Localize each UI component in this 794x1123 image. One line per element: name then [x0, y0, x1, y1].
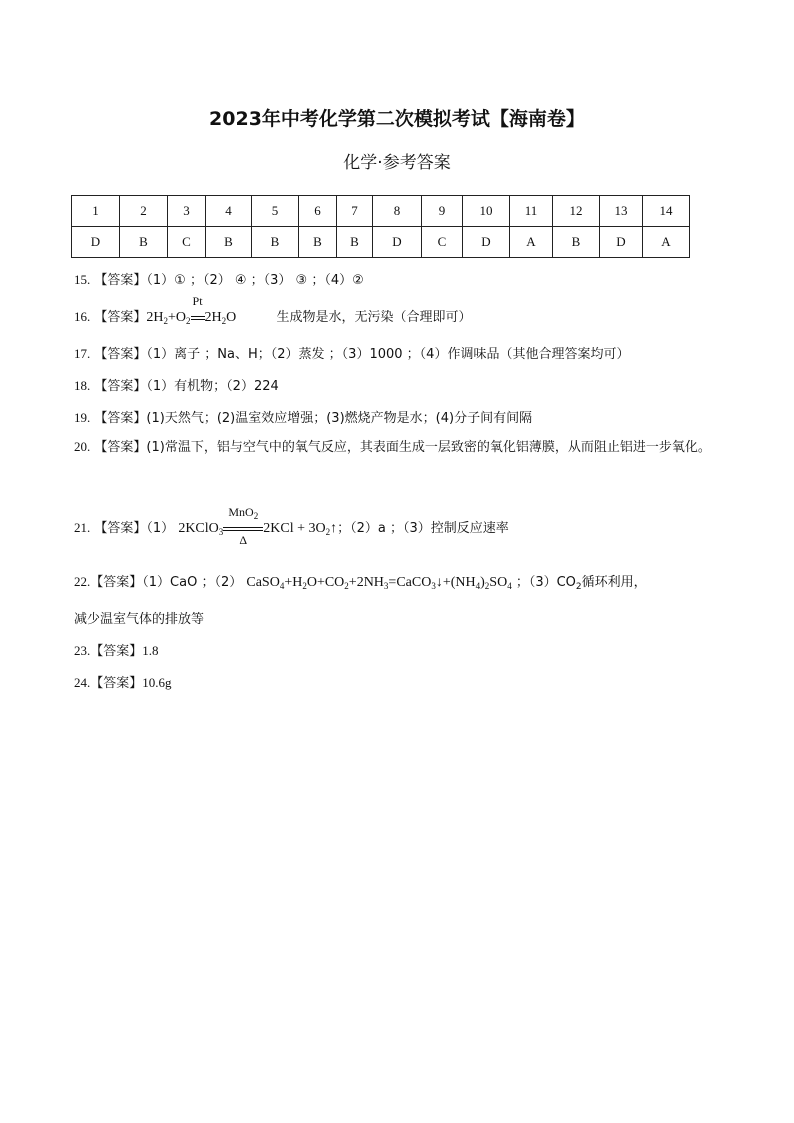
answer-16 — [74, 294, 472, 326]
table-cell: C — [168, 227, 206, 258]
table-cell: 11 — [510, 196, 553, 227]
answer-text: （1）CaO ；（2） — [142, 575, 247, 590]
table-cell: D — [463, 227, 510, 258]
answer-22-continued — [74, 608, 204, 627]
table-cell: 7 — [337, 196, 373, 227]
table-cell: B — [337, 227, 373, 258]
table-cell: 1 — [72, 196, 120, 227]
table-cell: B — [299, 227, 337, 258]
table-cell: 4 — [206, 196, 252, 227]
table-cell: 2 — [120, 196, 168, 227]
table-cell: 12 — [553, 196, 600, 227]
table-cell: D — [72, 227, 120, 258]
answer-20 — [74, 432, 724, 463]
answer-text: （1）有机物；（2）224 — [146, 379, 279, 394]
answer-text: （1） — [146, 521, 179, 536]
table-cell: B — [553, 227, 600, 258]
table-cell: 14 — [643, 196, 690, 227]
table-cell: D — [373, 227, 422, 258]
chemical-equation: $CaSO_4+H_2O+CO_2+2NH_3=CaCO_3↓+(NH_4)_2SO_4$ — [246, 575, 512, 591]
question-number-row — [72, 196, 690, 227]
answer-text: 减少温室气体的排放等 — [74, 612, 205, 627]
answer-tag: 【答案】 — [94, 310, 147, 325]
question-number: 16. — [74, 309, 91, 324]
table-cell: B — [252, 227, 299, 258]
table-cell: 3 — [168, 196, 206, 227]
answer-text: （1）离子 ；Na、H；（2）蒸发 ；（3）1000 ；（4）作调味品（其他合理答案均可） — [146, 347, 630, 362]
heating-symbol: Δ — [239, 533, 248, 547]
answer-text: ；（2）a ；（3）控制反应速率 — [337, 521, 509, 536]
answer-text: （1）① ；（2） ④ ；（3） ③ ；（4）② — [146, 273, 364, 288]
answer-tag: 【答案】 — [94, 411, 147, 426]
answer-table — [71, 195, 690, 258]
table-cell: B — [120, 227, 168, 258]
table-cell: 6 — [299, 196, 337, 227]
answer-tag: 【答案】 — [94, 379, 147, 394]
answer-tag: 【答案】 — [94, 347, 147, 362]
page-title: 2023年中考化学第二次模拟考试【海南卷】 — [209, 108, 585, 130]
question-number: 22. — [74, 574, 91, 589]
table-cell: 8 — [373, 196, 422, 227]
answer-letter-row — [72, 227, 690, 258]
answer-tag: 【答案】 — [90, 575, 143, 590]
chemical-equation: $2H_2+O_2$ Pt $2H_2O$ — [146, 294, 237, 326]
answer-tag: 【答案】 — [94, 273, 147, 288]
answer-23 — [74, 640, 159, 659]
answer-17 — [74, 343, 629, 362]
answer-tag: 【答案】 — [94, 440, 147, 455]
table-cell: A — [643, 227, 690, 258]
question-number: 18. — [74, 378, 91, 393]
answer-tag: 【答案】 — [90, 676, 143, 691]
table-cell: 9 — [422, 196, 463, 227]
page-subtitle: 化学·参考答案 — [343, 153, 451, 173]
answer-24 — [74, 672, 172, 691]
answer-15 — [74, 269, 364, 288]
question-number: 21. — [74, 520, 91, 535]
chemical-equation: 2KClO$_3$ MnO$_2$ Δ $2KCl + 3O_2↑$ — [178, 505, 338, 547]
table-cell: B — [206, 227, 252, 258]
answer-text: (1)常温下，铝与空气中的氧气反应，其表面生成一层致密的氧化铝薄膜，从而阻止铝进一步氧化。 — [146, 440, 711, 455]
question-number: 20. — [74, 439, 91, 454]
question-number: 24. — [74, 675, 91, 690]
table-cell: A — [510, 227, 553, 258]
answer-text: 循环利用， — [581, 575, 647, 590]
question-number: 19. — [74, 410, 91, 425]
answer-18 — [74, 375, 279, 394]
answer-text: (1)天然气；(2)温室效应增强；(3)燃烧产物是水；(4)分子间有间隔 — [146, 411, 533, 426]
answer-text: 10.6g — [142, 675, 172, 690]
question-number: 17. — [74, 346, 91, 361]
table-cell: 5 — [252, 196, 299, 227]
answer-text: 生成物是水，无污染（合理即可） — [276, 310, 472, 325]
answer-tag: 【答案】 — [90, 644, 143, 659]
table-cell: D — [600, 227, 643, 258]
table-cell: C — [422, 227, 463, 258]
answer-text: 1.8 — [142, 643, 159, 658]
answer-text: ；（3）CO — [511, 575, 576, 590]
table-cell: 13 — [600, 196, 643, 227]
answer-19 — [74, 407, 532, 426]
reaction-condition: MnO$_2$ — [228, 505, 259, 521]
answer-tag: 【答案】 — [94, 521, 147, 536]
question-number: 15. — [74, 272, 91, 287]
table-cell: 10 — [463, 196, 510, 227]
reaction-condition: Pt — [192, 294, 203, 308]
question-number: 23. — [74, 643, 91, 658]
answer-22: 22.【答案】（1）CaO ；（2） $CaSO_4+H_2O+CO_2+2NH_3=CaCO_3↓+(NH_4)_2SO_4$ ；$(3)CO_2$循环利用， — [74, 574, 647, 592]
answer-21 — [74, 505, 509, 547]
